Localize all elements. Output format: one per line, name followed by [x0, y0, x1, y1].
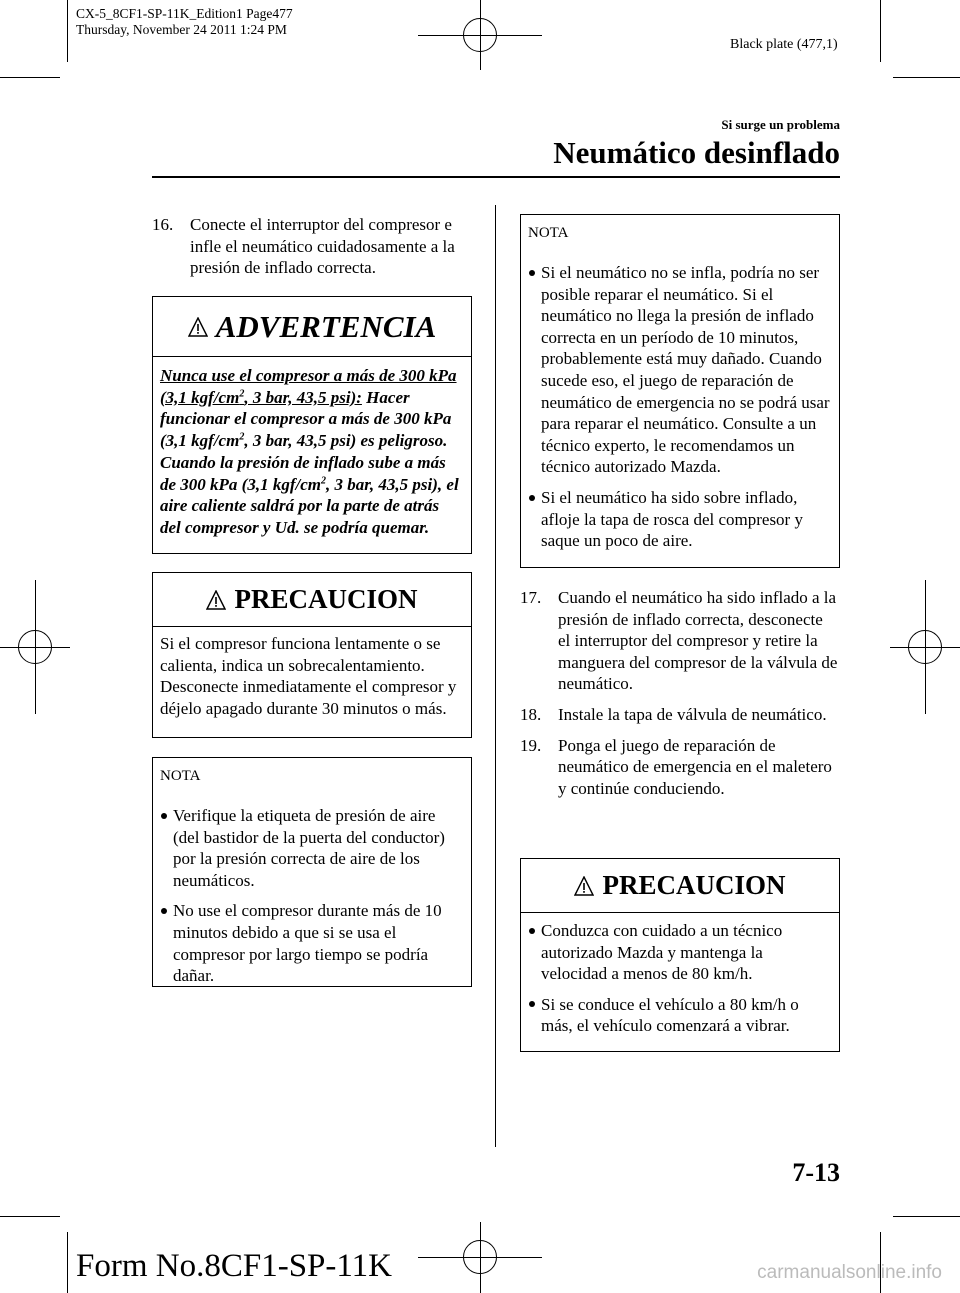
caution-box-left	[152, 572, 472, 738]
steps-list	[520, 587, 838, 799]
caution-header	[521, 859, 839, 913]
watermark: carmanualsonline.info	[757, 1262, 942, 1283]
black-plate-label: Black plate (477,1)	[730, 37, 838, 52]
warning-header	[153, 297, 471, 357]
bullet-icon	[153, 805, 173, 891]
bullet-icon	[521, 262, 541, 478]
caution-item: Si se conduce el vehículo a 80 km/h o más, el vehículo comenzará a vibrar.	[521, 994, 831, 1037]
caution-title: PRECAUCION	[602, 870, 786, 900]
step-16	[152, 214, 476, 279]
note-item: Si el neumático no se infla, podría no ser posible reparar el neumático. Si el neumático no llega la presión de inflado correcta en un período de 10 minutos, probablemente está muy dañado. Cuando sucede eso, el juego de reparación de neumático de emergencia no se podrá usar para reparar el neumático. Consulte a un técnico experto, le recomendamos un técnico autorizado Mazda.	[521, 262, 831, 478]
note-box-right	[520, 214, 840, 568]
bullet-icon	[521, 920, 541, 985]
warning-triangle-icon	[188, 317, 208, 337]
warning-title: ADVERTENCIA	[215, 308, 437, 344]
section-label: Si surge un problema	[721, 117, 840, 132]
note-box-left	[152, 757, 472, 987]
column-divider	[495, 205, 496, 1147]
print-job-line-1: CX-5_8CF1-SP-11K_Edition1 Page477	[76, 6, 293, 21]
step-19: 19. Ponga el juego de reparación de neumático de emergencia en el maletero y continúe conduciendo.	[520, 735, 832, 798]
warning-text: Nunca use el compresor a más de 300 kPa (3,1 kgf/$cm^2$, 3 bar, 43,5 psi): Hacer funcionar el compresor a más de 300 kPa (3,1 kgf/$cm^2$, 3 bar, 43,5 psi) es peligroso. Cuando la presión de inflado sube a más de 300 kPa (3,1 kgf/$cm^2$, 3 bar, 43,5 psi), el aire caliente saldrá por la parte de atrás del compresor y Ud. se podría quemar.	[160, 366, 459, 537]
bullet-icon	[521, 487, 541, 552]
header-rule	[152, 176, 840, 178]
note-title: NOTA	[160, 768, 201, 784]
note-title: NOTA	[528, 225, 569, 241]
note-item: Verifique la etiqueta de presión de aire (del bastidor de la puerta del conductor) por la presión correcta de aire de los neumáticos.	[153, 805, 463, 891]
step-number: 16.	[152, 215, 174, 234]
warning-box	[152, 296, 472, 554]
bullet-icon	[521, 994, 541, 1037]
caution-text: Si el compresor funciona lentamente o se calienta, indica un sobrecalentamiento. Desconecte inmediatamente el compresor y déjelo apagado durante 30 minutos o más.	[160, 634, 457, 718]
caution-title: PRECAUCION	[234, 584, 418, 614]
warning-triangle-icon	[574, 876, 594, 896]
step-17: 17. Cuando el neumático ha sido inflado a la presión de inflado correcta, desconecte el interruptor del compresor y retire la manguera del compresor de la válvula de neumático.	[520, 588, 838, 694]
form-number: Form No.8CF1-SP-11K	[76, 1248, 392, 1284]
warning-lead: Nunca use el compresor a más de 300 kPa (3,1 kgf/$cm^2$, 3 bar, 43,5 psi):	[160, 366, 457, 407]
step-text: Conecte el interruptor del compresor e infle el neumático cuidadosamente a la presión de inflado correcta.	[190, 215, 455, 278]
page-number: 7-13	[792, 1158, 840, 1187]
caution-box-right	[520, 858, 840, 1052]
print-job-info	[76, 6, 293, 38]
note-item: No use el compresor durante más de 10 minutos debido a que si se usa el compresor por largo tiempo se podría dañar.	[153, 900, 463, 986]
bullet-icon	[153, 900, 173, 986]
warning-triangle-icon	[206, 590, 226, 610]
page-title: Neumático desinflado	[553, 135, 840, 170]
print-job-line-2: Thursday, November 24 2011 1:24 PM	[76, 22, 287, 37]
step-18: 18. Instale la tapa de válvula de neumático.	[520, 704, 827, 724]
note-item: Si el neumático ha sido sobre inflado, afloje la tapa de rosca del compresor y saque un poco de aire.	[521, 487, 831, 552]
caution-header	[153, 573, 471, 627]
caution-item: Conduzca con cuidado a un técnico autorizado Mazda y mantenga la velocidad a menos de 80 km/h.	[521, 920, 831, 985]
